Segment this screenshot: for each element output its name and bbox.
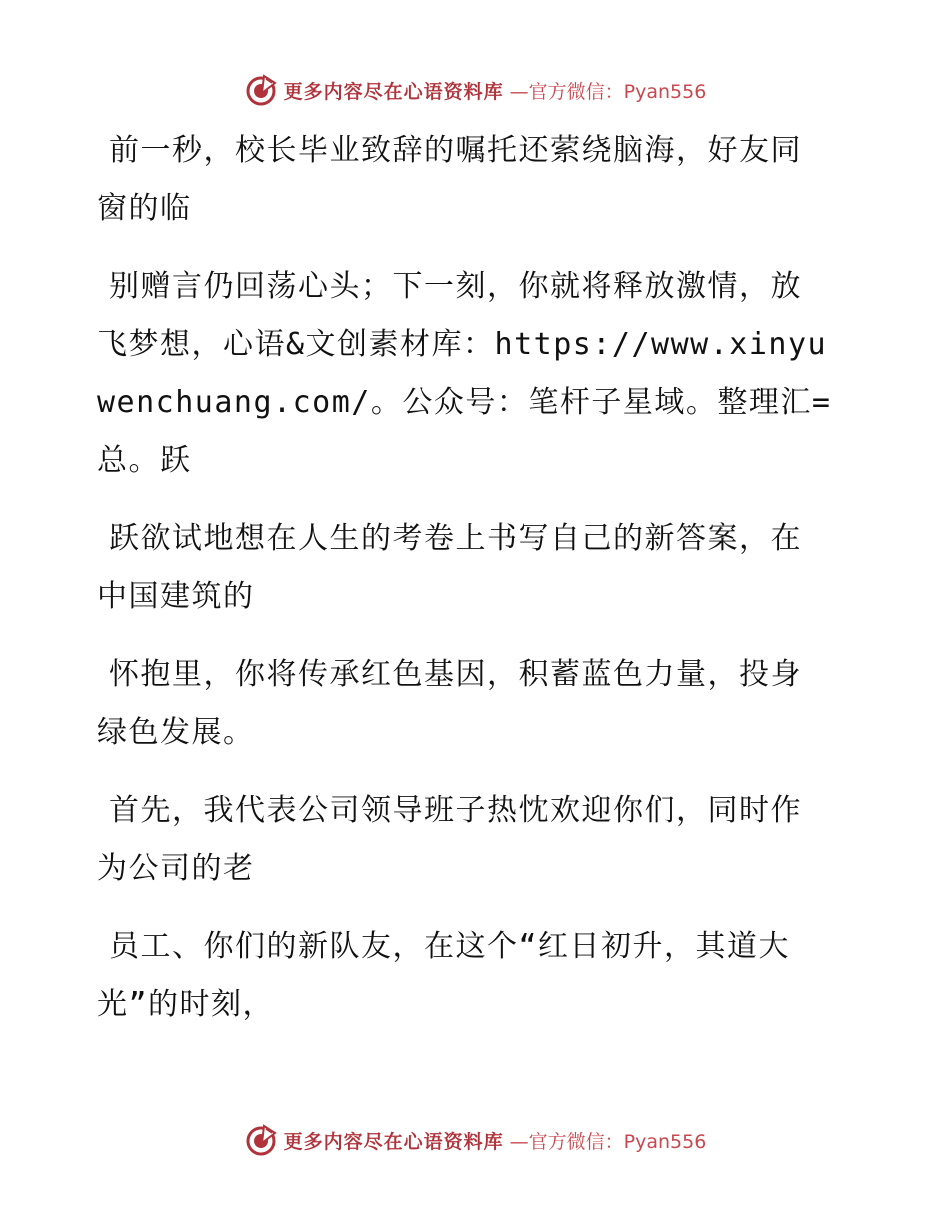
paragraph: 跃欲试地想在人生的考卷上书写自己的新答案，在中国建筑的 (97, 521, 802, 614)
paragraph: 别赠言仍回荡心头；下一刻，你就将释放激情，放飞梦想，心语&文创素材库：https://www.xinyuwenchuang.com/。公众号：笔杆子星域。整理汇=总。跃 (97, 269, 832, 478)
paragraph: 前一秒，校长毕业致辞的嘱托还萦绕脑海，好友同窗的临 (97, 133, 802, 226)
footer-promo-text: 更多内容尽在心语资料库 (283, 1130, 504, 1153)
document-body (97, 122, 832, 1054)
paragraph: 首先，我代表公司领导班子热忱欢迎你们，同时作为公司的老 (97, 793, 802, 886)
header-banner (0, 70, 950, 110)
footer-contact-text: —官方微信：Pyan556 (509, 1130, 707, 1153)
pen-logo-icon (244, 1123, 278, 1157)
header-contact-text: —官方微信：Pyan556 (509, 80, 707, 103)
paragraph: 员工、你们的新队友，在这个“红日初升，其道大光”的时刻， (97, 929, 791, 1022)
footer-banner (0, 1120, 950, 1160)
paragraph: 怀抱里，你将传承红色基因，积蓄蓝色力量，投身绿色发展。 (97, 657, 802, 750)
pen-logo-icon (244, 73, 278, 107)
header-promo-text: 更多内容尽在心语资料库 (283, 80, 504, 103)
